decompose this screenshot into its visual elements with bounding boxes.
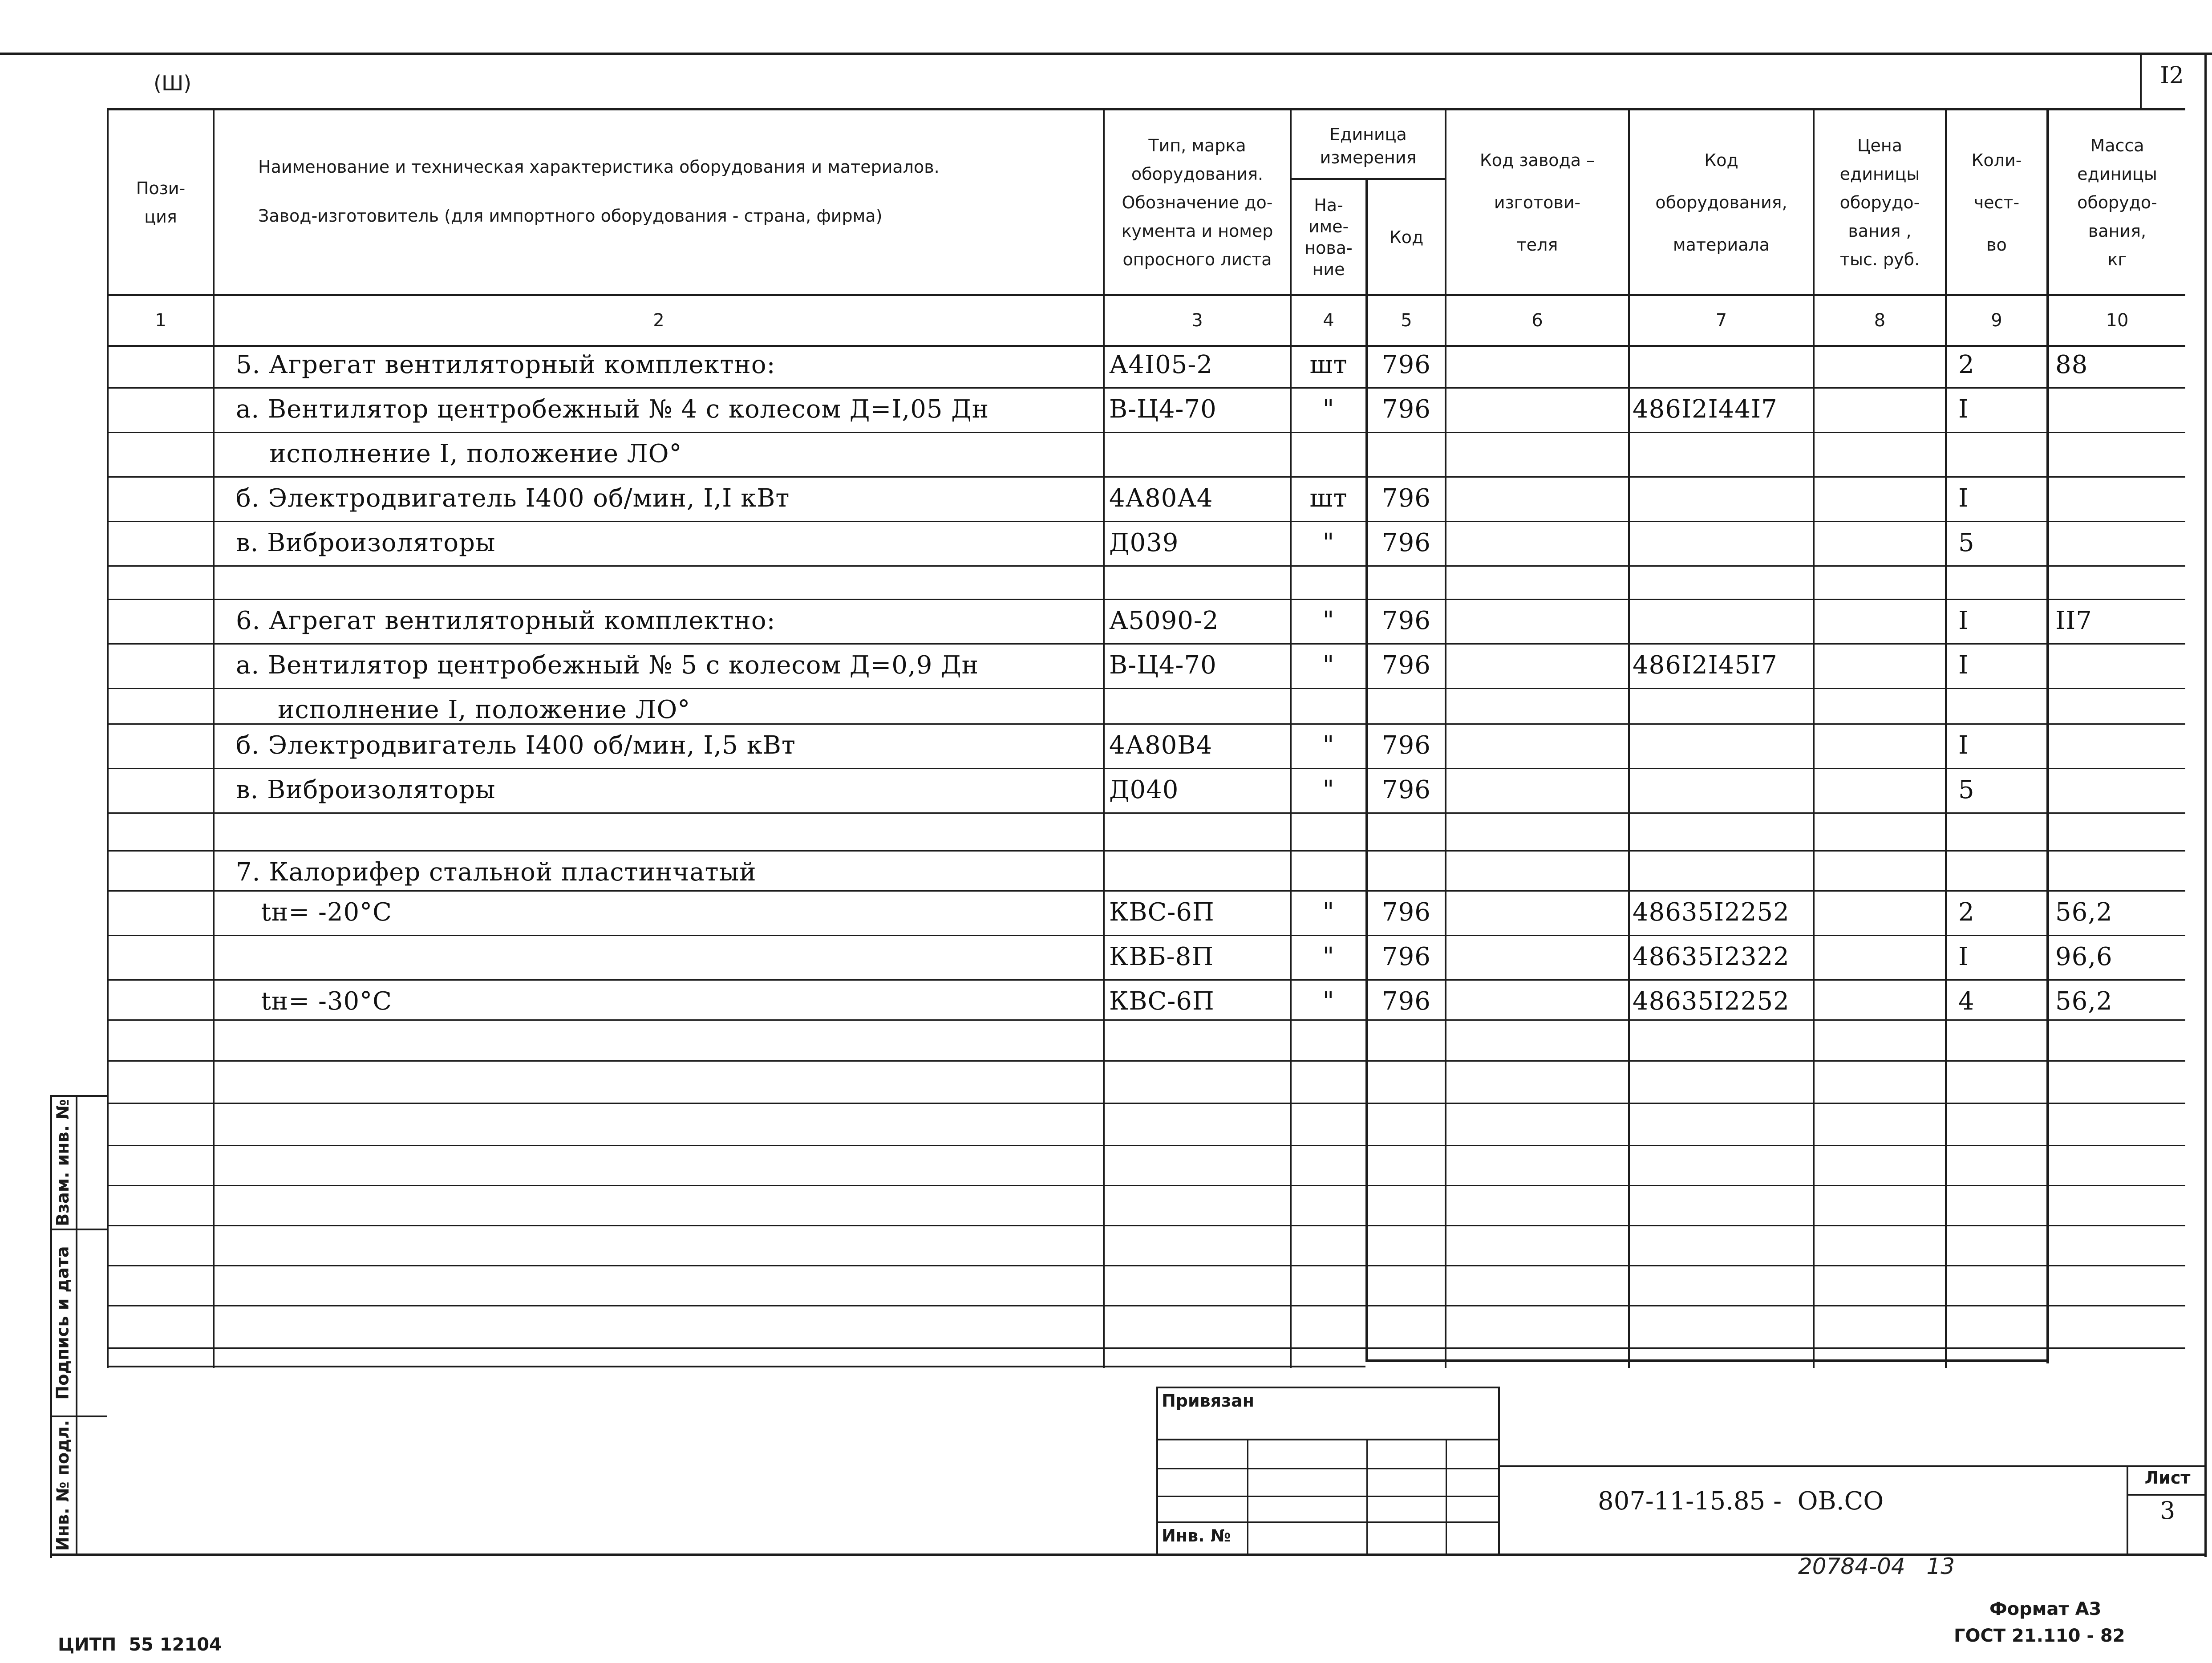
cell-unit: шт [1309, 350, 1348, 379]
gost-label: ГОСТ 21.110 - 82 [1954, 1626, 2125, 1646]
cell-name: в. Виброизоляторы [236, 775, 496, 804]
header-equipment-code: Код оборудования, материала [1655, 150, 1787, 255]
cell-unit: " [1322, 651, 1335, 680]
cell-code: 796 [1382, 484, 1431, 513]
cell-type: КВС-6П [1109, 898, 1215, 927]
bind-h3 [1156, 1496, 1500, 1497]
header-unit-price: Цена единицы оборудо- вания , тыс. руб. [1839, 136, 1920, 269]
colnum-9: 9 [1991, 310, 2002, 331]
row-line [107, 1103, 2185, 1104]
cell-qty: I [1958, 942, 1969, 971]
cell-type: Д039 [1109, 528, 1179, 557]
cell-factory [1446, 343, 1628, 387]
cell-name: исполнение I, положение ЛО° [236, 695, 691, 724]
handwritten-note: 20784-04 13 [1798, 1553, 1955, 1579]
title-block-top-line [1498, 1465, 2207, 1467]
cell-code: 796 [1382, 395, 1431, 424]
row-line [107, 1347, 2185, 1349]
cell-type: 4А80А4 [1109, 484, 1213, 513]
inv-label: Инв. № [1162, 1526, 1231, 1545]
side-stamp-mid-line [76, 1095, 77, 1556]
sheet-box-divider [2127, 1494, 2207, 1496]
colnum-5: 5 [1401, 310, 1412, 331]
header-unit-mass: Масса единицы оборудо- вания, кг [2077, 136, 2157, 269]
cell-factory [1446, 521, 1628, 565]
cell-equip [1633, 599, 1811, 643]
cell-type: А5090-2 [1109, 606, 1219, 635]
header-position: Пози- ция [136, 178, 186, 227]
cell-code [1368, 850, 1445, 895]
cell-type [1109, 850, 1287, 895]
cell-code: 796 [1382, 987, 1431, 1016]
header-type-mark: Тип, марка оборудования. Обозначение до- кумента и номер опросного листа [1121, 136, 1273, 269]
corner-box-left-line [2140, 54, 2142, 108]
cell-type: Д040 [1109, 775, 1179, 804]
cell-type: КВС-6П [1109, 987, 1215, 1016]
table-top-line [107, 108, 2185, 110]
org-label: ЦИТП 55 12104 [58, 1635, 222, 1655]
cell-equip: 48635I2252 [1633, 898, 1790, 927]
bind-v4 [1498, 1387, 1500, 1556]
cell-unit: шт [1309, 484, 1348, 513]
cell-qty: 2 [1958, 350, 1975, 379]
cell-price [1815, 979, 1945, 1024]
cell-equip [1633, 723, 1811, 768]
colnum-2: 2 [653, 310, 664, 331]
cell-equip [1633, 432, 1811, 476]
cell-code: 796 [1382, 731, 1431, 760]
cell-code: 796 [1382, 350, 1431, 379]
cell-name: tн= -30°С [236, 987, 392, 1016]
cell-equip [1633, 476, 1811, 521]
cell-name: б. Электродвигатель I400 об/мин, I,5 кВт [236, 731, 796, 760]
cell-type: В-Ц4-70 [1109, 651, 1217, 680]
row-line [107, 1145, 2185, 1146]
cell-code: 796 [1382, 606, 1431, 635]
cell-price [1815, 935, 1945, 979]
cell-factory [1446, 768, 1628, 812]
cell-equip [1633, 343, 1811, 387]
colnum-8: 8 [1874, 310, 1886, 331]
cell-factory [1446, 432, 1628, 476]
cell-unit: " [1322, 528, 1335, 557]
cell-name: 5. Агрегат вентиляторный комплектно: [236, 350, 776, 379]
header-unit-group: Единица измерения [1320, 124, 1417, 167]
cell-name: а. Вентилятор центробежный № 5 с колесом Д=0,9 Дн [236, 651, 979, 680]
cell-qty: I [1958, 651, 1969, 680]
cell-mass: 88 [2055, 350, 2088, 379]
cell-factory [1446, 643, 1628, 688]
bind-h2 [1156, 1468, 1500, 1469]
header-unit-name: На- име- нова- ние [1305, 195, 1353, 279]
cell-name: б. Электродвигатель I400 об/мин, I,I кВт [236, 484, 790, 513]
cell-mass: 56,2 [2055, 987, 2113, 1016]
cell-mass [2055, 643, 2184, 688]
cell-price [1815, 387, 1945, 432]
side-label-signature-date: Подпись и дата [53, 1246, 73, 1400]
cell-equip: 48635I2252 [1633, 987, 1790, 1016]
cell-type [1109, 432, 1287, 476]
header-quantity: Коли- чест- во [1971, 150, 2022, 255]
cell-name [236, 935, 1099, 979]
cell-mass [2055, 432, 2184, 476]
bind-h1 [1156, 1439, 1500, 1440]
cell-unit [1292, 850, 1365, 895]
format-label: Формат А3 [1989, 1599, 2102, 1619]
cell-mass: II7 [2055, 606, 2092, 635]
cell-qty: I [1958, 395, 1969, 424]
cell-factory [1446, 476, 1628, 521]
row-line [107, 1185, 2185, 1186]
cell-qty: I [1958, 484, 1969, 513]
cell-factory [1446, 850, 1628, 895]
cell-factory [1446, 979, 1628, 1024]
cell-unit: " [1322, 731, 1335, 760]
cell-qty [1958, 432, 2043, 476]
cell-factory [1446, 935, 1628, 979]
sheet-corner-number: I2 [2160, 62, 2184, 89]
cell-qty: 4 [1958, 987, 1975, 1016]
side-label-replacement-inv: Взам. инв. № [53, 1099, 73, 1226]
cell-qty: I [1958, 731, 1969, 760]
cell-price [1815, 890, 1945, 935]
cell-name: исполнение I, положение ЛО° [236, 439, 682, 468]
cell-equip [1633, 850, 1811, 895]
table-bottom-line [107, 1366, 1365, 1367]
cell-price [1815, 343, 1945, 387]
section-mark: (Ш) [154, 71, 192, 95]
cell-code: 796 [1382, 898, 1431, 927]
colnum-4: 4 [1323, 310, 1334, 331]
cell-mass [2055, 387, 2184, 432]
cell-price [1815, 432, 1945, 476]
cell-type: 4А80В4 [1109, 731, 1213, 760]
bind-top [1156, 1387, 1500, 1388]
top-border-line [0, 53, 2212, 55]
cell-name: tн= -20°С [236, 898, 392, 927]
cell-price [1815, 723, 1945, 768]
cell-price [1815, 521, 1945, 565]
colnum-1: 1 [155, 310, 166, 331]
bind-v0 [1156, 1387, 1158, 1556]
sheet-label: Лист [2144, 1468, 2191, 1488]
row-line [107, 1265, 2185, 1266]
cell-equip [1633, 521, 1811, 565]
cell-price [1815, 768, 1945, 812]
colnum-6: 6 [1531, 310, 1543, 331]
cell-mass: 96,6 [2055, 942, 2113, 971]
cell-name: а. Вентилятор центробежный № 4 с колесом Д=I,05 Дн [236, 395, 989, 424]
cell-code: 796 [1382, 528, 1431, 557]
cell-price [1815, 599, 1945, 643]
cell-equip: 486I2I45I7 [1633, 651, 1778, 680]
cell-factory [1446, 890, 1628, 935]
bind-v3 [1446, 1439, 1447, 1556]
cell-mass [2055, 768, 2184, 812]
cell-type: В-Ц4-70 [1109, 395, 1217, 424]
cell-factory [1446, 387, 1628, 432]
cell-type: А4I05-2 [1109, 350, 1213, 379]
cell-factory [1446, 723, 1628, 768]
block-bottom-line [1365, 1359, 2049, 1362]
cell-code [1368, 432, 1445, 476]
bind-v1 [1247, 1439, 1248, 1556]
cell-factory [1446, 599, 1628, 643]
header-unit-code: Код [1389, 227, 1424, 247]
cell-mass [2055, 723, 2184, 768]
cell-unit: " [1322, 775, 1335, 804]
sheet-number: 3 [2159, 1497, 2176, 1525]
cell-code: 796 [1382, 775, 1431, 804]
cell-unit: " [1322, 606, 1335, 635]
document-code: 807-11-15.85 - ОВ.СО [1598, 1487, 1884, 1516]
cell-unit: " [1322, 942, 1335, 971]
cell-mass [2055, 476, 2184, 521]
cell-unit: " [1322, 987, 1335, 1016]
cell-type: КВБ-8П [1109, 942, 1214, 971]
colnum-3: 3 [1191, 310, 1203, 331]
header-factory-code: Код завода – изготови- теля [1479, 150, 1595, 255]
cell-qty: 5 [1958, 528, 1975, 557]
cell-qty: 5 [1958, 775, 1975, 804]
cell-mass [2055, 521, 2184, 565]
cell-code: 796 [1382, 942, 1431, 971]
colnum-10: 10 [2106, 310, 2129, 331]
row-line [107, 1225, 2185, 1226]
cell-equip: 48635I2322 [1633, 942, 1790, 971]
row-line [107, 1305, 2185, 1306]
right-border-line [2204, 53, 2207, 1557]
cell-price [1815, 476, 1945, 521]
cell-price [1815, 643, 1945, 688]
cell-code: 796 [1382, 651, 1431, 680]
side-label-original-inv: Инв. № подл. [53, 1420, 73, 1551]
cell-qty: 2 [1958, 898, 1975, 927]
cell-name: в. Виброизоляторы [236, 528, 496, 557]
cell-qty: I [1958, 606, 1969, 635]
colnum-7: 7 [1715, 310, 1727, 331]
cell-name: 7. Калорифер стальной пластинчатый [236, 858, 757, 887]
cell-mass: 56,2 [2055, 898, 2113, 927]
row-line [107, 1060, 2185, 1062]
cell-unit [1292, 432, 1365, 476]
cell-mass [2055, 850, 2184, 895]
bind-v2 [1366, 1439, 1368, 1556]
cell-price [1815, 850, 1945, 895]
cell-name: 6. Агрегат вентиляторный комплектно: [236, 606, 776, 635]
cell-qty [1958, 850, 2043, 895]
cell-unit: " [1322, 395, 1335, 424]
cell-unit: " [1322, 898, 1335, 927]
cell-equip [1633, 768, 1811, 812]
bound-label: Привязан [1162, 1391, 1255, 1411]
bind-h4 [1156, 1521, 1500, 1523]
header-name-description: Наименование и техническая характеристика оборудования и материалов. Завод-изготовитель (для импортного оборудования - страна, фирма) [258, 157, 940, 226]
cell-equip: 486I2I44I7 [1633, 395, 1778, 424]
